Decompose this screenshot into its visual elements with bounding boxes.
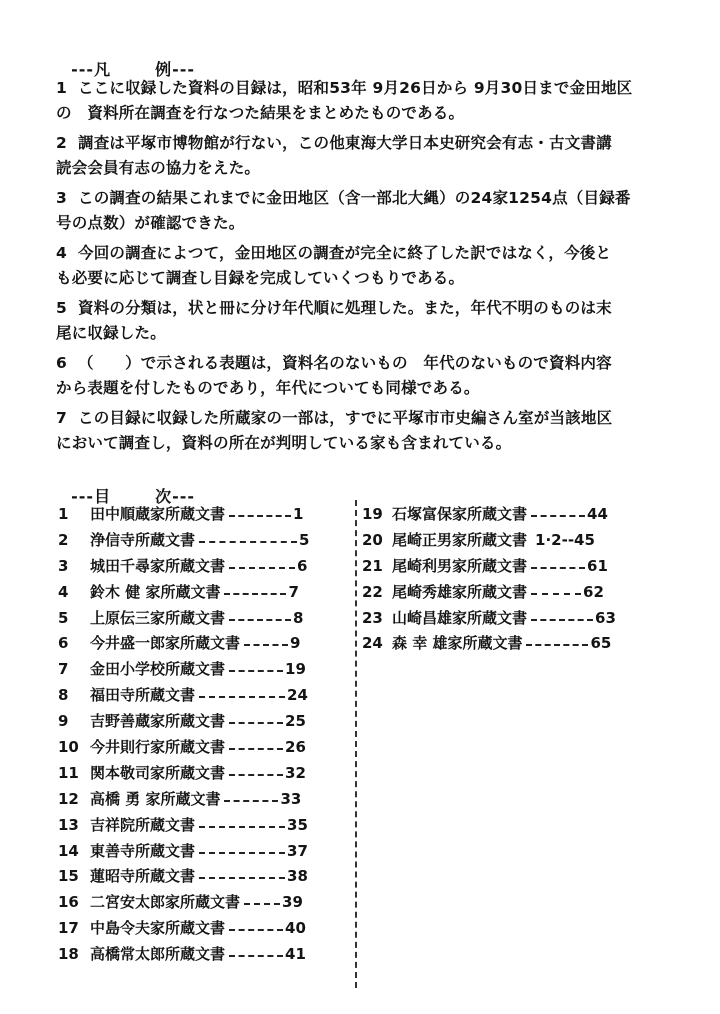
toc-entry-page: 19 xyxy=(285,660,306,679)
toc-entry-page: 32 xyxy=(285,763,306,782)
toc-entry-page: 37 xyxy=(287,841,308,860)
note-number: 5 xyxy=(56,299,67,317)
legend-note xyxy=(56,351,686,401)
toc-entry-title: 蓮昭寺所蔵文書 xyxy=(90,867,196,886)
toc-heading-left: ---目 xyxy=(71,487,112,506)
toc-entry xyxy=(362,502,662,528)
note-number: 2 xyxy=(56,134,67,152)
toc-entry-number: 6 xyxy=(58,634,69,653)
toc-entry-title: 吉祥院所蔵文書 xyxy=(90,815,196,834)
toc-leader xyxy=(199,877,285,879)
toc-entry-number: 18 xyxy=(58,945,79,964)
toc-entry-title: 浄信寺所蔵文書 xyxy=(90,530,196,549)
toc-entry xyxy=(362,631,662,657)
toc-entry-number: 9 xyxy=(58,712,69,731)
note-text: 尾に収録した。 xyxy=(56,324,166,342)
toc-entry-page: 65 xyxy=(590,634,612,653)
toc-entry xyxy=(58,761,348,787)
toc-leader xyxy=(229,670,283,672)
note-text: （ ）で示される表題は，資料名のないもの 年代のないもので資料内容 xyxy=(78,354,612,372)
toc-entry xyxy=(58,787,348,813)
toc-entry-number: 5 xyxy=(58,608,69,627)
legend-note xyxy=(56,186,686,236)
toc-entry-page: 62 xyxy=(583,582,604,601)
legend-heading-left: ---凡 xyxy=(71,60,112,79)
toc-entry-page: 9 xyxy=(290,634,301,653)
note-text: 読会会員有志の協力をえた。 xyxy=(56,159,261,177)
toc-entry xyxy=(58,942,348,968)
toc-leader xyxy=(224,800,278,802)
note-text: も必要に応じて調査し目録を完成していくつもりである。 xyxy=(56,269,465,287)
toc-entry-number: 4 xyxy=(58,582,69,601)
toc-entry-page: 35 xyxy=(287,815,308,834)
toc-leader xyxy=(531,619,593,621)
note-number: 4 xyxy=(56,244,67,262)
note-text: 号の点数）が確認できた。 xyxy=(56,214,245,232)
toc-entry-page: 26 xyxy=(285,738,306,757)
toc-leader xyxy=(229,774,283,776)
toc-leader xyxy=(229,722,283,724)
toc-leader xyxy=(199,852,285,854)
toc-entry xyxy=(362,580,662,606)
toc-entry-title: 高橋 勇 家所蔵文書 xyxy=(90,789,221,808)
toc-entry xyxy=(58,813,348,839)
note-text: ここに収録した資料の目録は，昭和53年 9月26日から 9月30日まで金田地区 xyxy=(78,79,633,97)
note-text: 資料の分類は，状と冊に分け年代順に処理した。また，年代不明のものは末 xyxy=(78,299,612,317)
toc-left-column xyxy=(58,502,348,968)
toc-entry-title: 今井則行家所蔵文書 xyxy=(90,738,226,757)
note-number: 7 xyxy=(56,409,67,427)
toc-entry-number: 8 xyxy=(58,686,69,705)
toc-leader xyxy=(229,748,283,750)
toc-entry-title: 高橋常太郎所蔵文書 xyxy=(90,945,226,964)
toc-entry-page: 1·2--45 xyxy=(535,530,595,549)
note-number: 1 xyxy=(56,79,67,97)
note-text: この目録に収録した所蔵家の一部は，すでに平塚市市史編さん室が当該地区 xyxy=(78,409,613,427)
toc-entry-number: 19 xyxy=(362,505,383,523)
note-text: 今回の調査によつて，金田地区の調査が完全に終了した訳ではなく，今後と xyxy=(78,244,612,262)
toc-entry xyxy=(362,554,662,580)
legend-note xyxy=(56,296,686,346)
toc-entry xyxy=(58,606,348,632)
toc-entry-page: 44 xyxy=(587,505,608,523)
toc-entry-number: 10 xyxy=(58,738,79,757)
toc-leader xyxy=(229,929,283,931)
note-text: この調査の結果これまでに金田地区（含一部北大縄）の24家1254点（目録番 xyxy=(78,189,631,207)
toc-entry-number: 7 xyxy=(58,660,69,679)
column-divider xyxy=(355,500,357,988)
toc-entry-title: 山崎昌雄家所蔵文書 xyxy=(392,608,528,627)
toc-entry-number: 15 xyxy=(58,867,79,886)
toc-entry-page: 41 xyxy=(285,945,306,964)
legend-notes xyxy=(56,76,686,461)
toc-leader xyxy=(244,903,280,905)
note-number: 3 xyxy=(56,189,67,207)
note-text: において調査し，資料の所在が判明している家も含まれている。 xyxy=(56,434,512,452)
toc-entry xyxy=(58,735,348,761)
toc-entry-number: 21 xyxy=(362,556,383,575)
toc-entry-number: 1 xyxy=(58,505,69,523)
toc-entry-page: 39 xyxy=(282,893,303,912)
legend-note xyxy=(56,76,686,126)
note-number: 6 xyxy=(56,354,67,372)
toc-entry-title: 今井盛一郎家所蔵文書 xyxy=(90,634,241,653)
toc-leader xyxy=(531,515,585,517)
toc-entry xyxy=(58,554,348,580)
toc-leader xyxy=(199,696,285,698)
toc-right-column xyxy=(362,502,662,657)
toc-entry-number: 20 xyxy=(362,530,383,549)
toc-entry xyxy=(58,864,348,890)
toc-entry-number: 11 xyxy=(58,763,79,782)
toc-entry xyxy=(58,709,348,735)
toc-entry-title: 尾崎秀雄家所蔵文書 xyxy=(392,582,528,601)
toc-entry-number: 2 xyxy=(58,530,69,549)
toc-entry-title: 尾崎利男家所蔵文書 xyxy=(392,556,528,575)
toc-leader xyxy=(229,515,291,517)
toc-entry-title: 関本敬司家所蔵文書 xyxy=(90,763,226,782)
toc-entry-title: 金田小学校所蔵文書 xyxy=(90,660,226,679)
toc-entry-page: 8 xyxy=(293,608,304,627)
legend-heading-right: 例--- xyxy=(155,60,196,79)
note-text: から表題を付したものであり，年代についても同様である。 xyxy=(56,379,480,397)
legend-note xyxy=(56,406,686,456)
toc-entry-page: 6 xyxy=(297,556,308,575)
toc-entry-page: 25 xyxy=(285,712,306,731)
toc-entry xyxy=(58,916,348,942)
toc-leader xyxy=(199,541,297,543)
toc-leader xyxy=(229,955,283,957)
toc-leader xyxy=(244,644,288,646)
toc-leader xyxy=(224,593,286,595)
toc-entry-page: 24 xyxy=(287,686,308,705)
toc-entry-page: 63 xyxy=(595,608,616,627)
toc-entry xyxy=(58,839,348,865)
toc-entry xyxy=(58,502,348,528)
toc-entry-title: 東善寺所蔵文書 xyxy=(90,841,196,860)
toc-entry-number: 23 xyxy=(362,608,383,627)
toc-entry-title: 森 幸 雄家所蔵文書 xyxy=(392,634,523,653)
toc-entry-page: 5 xyxy=(299,530,310,549)
toc-entry xyxy=(58,683,348,709)
toc-entry-title: 石塚富保家所蔵文書 xyxy=(392,505,528,523)
toc-entry-title: 鈴木 健 家所蔵文書 xyxy=(90,582,221,601)
toc-leader xyxy=(229,619,291,621)
toc-entry-page: 7 xyxy=(288,582,299,601)
toc-leader xyxy=(229,567,295,569)
toc-entry xyxy=(58,528,348,554)
toc-entry-title: 田中順蔵家所蔵文書 xyxy=(90,505,226,523)
toc-entry-page: 40 xyxy=(285,919,306,938)
toc-entry-number: 14 xyxy=(58,841,79,860)
toc-entry-page: 61 xyxy=(587,556,608,575)
toc-entry xyxy=(58,580,348,606)
toc-entry-title: 中島令夫家所蔵文書 xyxy=(90,919,226,938)
note-text: 調査は平塚市博物館が行ない，この他東海大学日本史研究会有志・古文書講 xyxy=(78,134,612,152)
toc-entry-number: 17 xyxy=(58,919,79,938)
toc-entry-title: 吉野善蔵家所蔵文書 xyxy=(90,712,226,731)
toc-entry-number: 16 xyxy=(58,893,79,912)
legend-note xyxy=(56,131,686,181)
toc-entry-title: 福田寺所蔵文書 xyxy=(90,686,196,705)
toc-entry-title: 上原伝三家所蔵文書 xyxy=(90,608,226,627)
toc-entry-page: 38 xyxy=(287,867,308,886)
toc-entry xyxy=(58,890,348,916)
toc-leader xyxy=(199,826,285,828)
toc-heading xyxy=(58,465,195,507)
toc-entry xyxy=(58,631,348,657)
toc-entry xyxy=(362,528,662,554)
toc-entry-title: 二宮安太郎家所蔵文書 xyxy=(90,893,241,912)
toc-entry xyxy=(58,657,348,683)
toc-leader xyxy=(531,593,581,595)
toc-entry-number: 3 xyxy=(58,556,69,575)
legend-note xyxy=(56,241,686,291)
toc-entry-number: 13 xyxy=(58,815,79,834)
toc-leader xyxy=(531,567,585,569)
toc-heading-right: 次--- xyxy=(155,487,196,506)
toc-entry-number: 24 xyxy=(362,634,383,653)
toc-entry xyxy=(362,606,662,632)
toc-entry-number: 12 xyxy=(58,789,79,808)
toc-entry-page: 1 xyxy=(293,505,304,523)
note-text: の 資料所在調査を行なつた結果をまとめたものである。 xyxy=(56,104,465,122)
toc-entry-title: 城田千尋家所蔵文書 xyxy=(90,556,226,575)
toc-entry-number: 22 xyxy=(362,582,383,601)
legend-heading xyxy=(58,38,195,80)
toc-entry-title: 尾崎正男家所蔵文書 xyxy=(392,530,528,549)
toc-entry-page: 33 xyxy=(280,789,302,808)
toc-leader xyxy=(526,644,588,646)
